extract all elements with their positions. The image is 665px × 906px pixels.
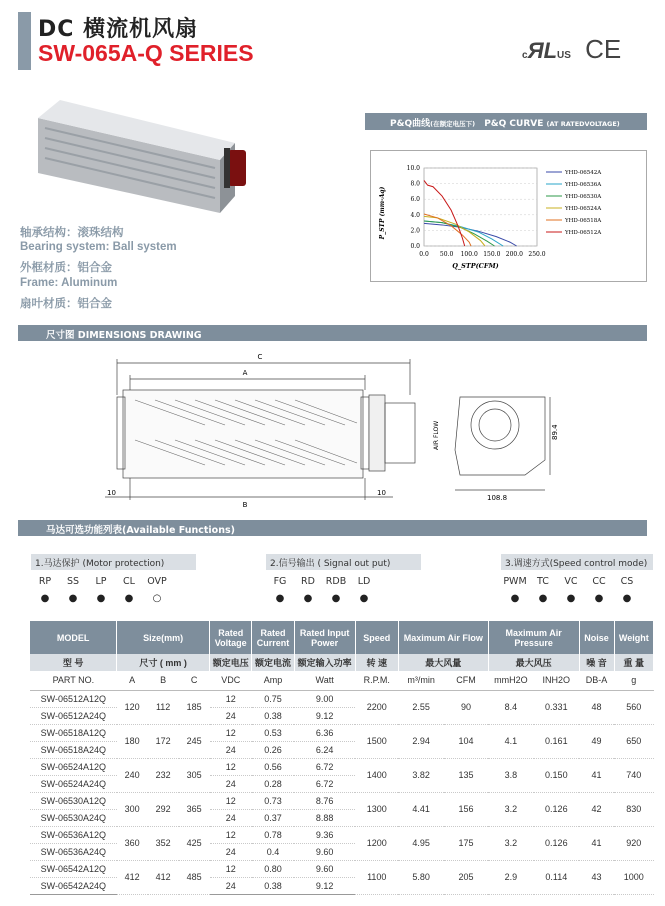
power-cell: 6.36 — [294, 724, 355, 741]
col-power-cn: 额定输入功率 — [294, 654, 355, 671]
unit-cell: mmH2O — [488, 671, 533, 690]
legend-label: YHD-06518A — [565, 218, 602, 224]
current-cell: 0.4 — [252, 843, 294, 860]
function-mark: ● — [622, 593, 632, 604]
weight-cell: 830 — [614, 792, 653, 826]
function-mark: ● — [359, 593, 369, 604]
pq-title-cn-note: (在额定电压下) — [430, 120, 476, 128]
airflow-cfm-cell: 205 — [444, 860, 488, 894]
dim-width: 108.8 — [487, 494, 508, 502]
size-b-cell: 112 — [148, 690, 179, 724]
part-number-cell: SW-06512A12Q — [30, 690, 117, 707]
pressure-in-cell: 0.114 — [534, 860, 579, 894]
current-cell: 0.56 — [252, 758, 294, 775]
function-mark: ● — [96, 593, 106, 604]
size-b-cell: 232 — [148, 758, 179, 792]
unit-cell: INH2O — [534, 671, 579, 690]
y-tick-label: 6.0 — [410, 196, 420, 204]
speed-cell: 1400 — [355, 758, 398, 792]
legend-label: YHD-06542A — [565, 170, 602, 176]
function-label: RDB — [325, 576, 347, 587]
voltage-cell: 24 — [210, 843, 252, 860]
speed-cell: 1500 — [355, 724, 398, 758]
title-accent-bar — [18, 12, 31, 70]
speed-cell: 2200 — [355, 690, 398, 724]
power-cell: 9.12 — [294, 707, 355, 724]
certification-logos — [522, 34, 621, 65]
y-axis-label: P_STP (mm-Aq) — [379, 186, 386, 240]
col-noise-cn: 噪 音 — [579, 654, 614, 671]
col-current: Rated Current — [252, 621, 294, 654]
part-number-cell: SW-06518A24Q — [30, 741, 117, 758]
function-mark: ● — [303, 593, 313, 604]
current-cell: 0.37 — [252, 809, 294, 826]
weight-cell: 1000 — [614, 860, 653, 894]
size-a-cell: 120 — [117, 690, 148, 724]
pressure-mm-cell: 3.2 — [488, 792, 533, 826]
part-number-cell: SW-06518A12Q — [30, 724, 117, 741]
current-cell: 0.53 — [252, 724, 294, 741]
voltage-cell: 24 — [210, 809, 252, 826]
airflow-m3-cell: 2.55 — [398, 690, 443, 724]
ur-logo: ЯL — [527, 38, 558, 63]
size-b-cell: 352 — [148, 826, 179, 860]
airflow-label: AIR FLOW — [433, 420, 440, 450]
size-a-cell: 240 — [117, 758, 148, 792]
speed-cell: 1300 — [355, 792, 398, 826]
part-number-cell: SW-06530A12Q — [30, 792, 117, 809]
function-mark: ● — [566, 593, 576, 604]
power-cell: 6.72 — [294, 775, 355, 792]
x-tick-label: 200.0 — [505, 251, 523, 258]
size-c-cell: 305 — [179, 758, 210, 792]
pressure-in-cell: 0.126 — [534, 792, 579, 826]
function-label: LD — [357, 576, 371, 587]
function-label: VC — [564, 576, 578, 587]
power-cell: 8.88 — [294, 809, 355, 826]
power-cell: 6.72 — [294, 758, 355, 775]
pq-chart — [370, 150, 647, 282]
airflow-m3-cell: 5.80 — [398, 860, 443, 894]
dim-right-10: 10 — [377, 489, 386, 497]
y-tick-label: 4.0 — [410, 211, 420, 219]
weight-cell: 920 — [614, 826, 653, 860]
power-cell: 8.76 — [294, 792, 355, 809]
function-labels — [501, 576, 653, 587]
col-speed-cn: 转 速 — [355, 654, 398, 671]
col-model: MODEL — [30, 621, 117, 654]
function-label: OVP — [147, 576, 167, 587]
series-line — [424, 223, 517, 246]
col-voltage-cn: 额定电压 — [210, 654, 252, 671]
pq-title-cn: P&Q曲线 — [390, 119, 431, 129]
part-number-cell: SW-06512A24Q — [30, 707, 117, 724]
y-tick-label: 0.0 — [410, 243, 420, 250]
size-c-cell: 485 — [179, 860, 210, 894]
function-group-speed — [501, 554, 653, 604]
airflow-m3-cell: 4.95 — [398, 826, 443, 860]
current-cell: 0.26 — [252, 741, 294, 758]
table-row — [30, 826, 654, 843]
col-airflow-cn: 最大风量 — [398, 654, 488, 671]
function-mark: ○ — [152, 593, 162, 604]
voltage-cell: 12 — [210, 860, 252, 877]
unit-cell: DB-A — [579, 671, 614, 690]
col-airflow: Maximum Air Flow — [398, 621, 488, 654]
dimension-drawing — [95, 345, 575, 510]
power-cell: 6.24 — [294, 741, 355, 758]
spec-blade-cn: 扇叶材质：铝合金 — [20, 298, 112, 310]
function-marks — [31, 593, 196, 604]
function-marks — [266, 593, 421, 604]
airflow-cfm-cell: 135 — [444, 758, 488, 792]
function-mark: ● — [275, 593, 285, 604]
pressure-mm-cell: 3.8 — [488, 758, 533, 792]
size-a-cell: 180 — [117, 724, 148, 758]
pressure-mm-cell: 2.9 — [488, 860, 533, 894]
function-label: LP — [95, 576, 107, 587]
voltage-cell: 12 — [210, 724, 252, 741]
series-line — [424, 214, 471, 246]
noise-cell: 42 — [579, 792, 614, 826]
part-number-cell: SW-06542A12Q — [30, 860, 117, 877]
noise-cell: 49 — [579, 724, 614, 758]
current-cell: 0.78 — [252, 826, 294, 843]
table-row — [30, 758, 654, 775]
units-row — [30, 671, 654, 690]
voltage-cell: 24 — [210, 741, 252, 758]
legend-label: YHD-06536A — [565, 182, 602, 188]
legend-label: YHD-06524A — [565, 206, 602, 212]
current-cell: 0.28 — [252, 775, 294, 792]
table-header-cn-row — [30, 654, 654, 671]
product-photo — [30, 88, 250, 220]
voltage-cell: 24 — [210, 707, 252, 724]
unit-cell: B — [148, 671, 179, 690]
unit-cell: C — [179, 671, 210, 690]
dim-b-label: B — [242, 501, 248, 509]
x-tick-label: 250.0 — [528, 251, 546, 258]
dimensions-section-header: 尺寸图 DIMENSIONS DRAWING — [18, 325, 647, 341]
airflow-m3-cell: 2.94 — [398, 724, 443, 758]
airflow-cfm-cell: 156 — [444, 792, 488, 826]
weight-cell: 740 — [614, 758, 653, 792]
y-tick-label: 10.0 — [406, 165, 420, 172]
spec-bearing-cn: 轴承结构：滚珠结构 — [20, 227, 124, 239]
voltage-cell: 12 — [210, 758, 252, 775]
function-label: FG — [273, 576, 287, 587]
unit-cell: A — [117, 671, 148, 690]
function-label: RD — [301, 576, 315, 587]
size-c-cell: 425 — [179, 826, 210, 860]
col-size: Size(mm) — [117, 621, 210, 654]
function-mark: ● — [594, 593, 604, 604]
size-b-cell: 172 — [148, 724, 179, 758]
function-mark: ● — [538, 593, 548, 604]
noise-cell: 41 — [579, 826, 614, 860]
pq-title-en: P&Q CURVE — [484, 119, 544, 129]
voltage-cell: 12 — [210, 792, 252, 809]
power-cell: 9.36 — [294, 826, 355, 843]
function-mark: ● — [68, 593, 78, 604]
unit-cell: Watt — [294, 671, 355, 690]
function-label: TC — [537, 576, 549, 587]
unit-cell: Amp — [252, 671, 294, 690]
col-model-cn: 型 号 — [30, 654, 117, 671]
pq-curve-header — [365, 113, 647, 130]
airflow-cfm-cell: 175 — [444, 826, 488, 860]
airflow-cfm-cell: 90 — [444, 690, 488, 724]
current-cell: 0.75 — [252, 690, 294, 707]
x-tick-label: 150.0 — [483, 251, 501, 258]
col-weight: Weight — [614, 621, 653, 654]
ce-logo: CE — [585, 34, 622, 64]
ur-us-mark: US — [557, 50, 571, 61]
unit-cell: CFM — [444, 671, 488, 690]
ur-c-mark: c — [522, 50, 528, 61]
power-cell: 9.12 — [294, 877, 355, 894]
power-cell: 9.60 — [294, 860, 355, 877]
weight-cell: 650 — [614, 724, 653, 758]
noise-cell: 48 — [579, 690, 614, 724]
power-cell: 9.60 — [294, 843, 355, 860]
part-number-cell: SW-06542A24Q — [30, 877, 117, 894]
part-number-cell: SW-06524A12Q — [30, 758, 117, 775]
title-cn: DC 横流机风扇 — [38, 17, 199, 42]
size-a-cell: 360 — [117, 826, 148, 860]
power-cell: 9.00 — [294, 690, 355, 707]
series-title: SW-065A-Q SERIES — [38, 40, 254, 66]
airflow-m3-cell: 4.41 — [398, 792, 443, 826]
voltage-cell: 24 — [210, 877, 252, 894]
x-axis-label: Q_STP(CFM) — [452, 262, 499, 270]
unit-cell: VDC — [210, 671, 252, 690]
voltage-cell: 12 — [210, 690, 252, 707]
series-line — [424, 180, 465, 246]
legend-label: YHD-06530A — [565, 194, 602, 200]
col-pressure-cn: 最大风压 — [488, 654, 579, 671]
size-a-cell: 412 — [117, 860, 148, 894]
table-row — [30, 860, 654, 877]
col-noise: Noise — [579, 621, 614, 654]
size-c-cell: 365 — [179, 792, 210, 826]
size-a-cell: 300 — [117, 792, 148, 826]
function-label: PWM — [503, 576, 527, 587]
plot-area — [424, 168, 537, 246]
function-label: CC — [592, 576, 606, 587]
pressure-in-cell: 0.150 — [534, 758, 579, 792]
function-label: SS — [66, 576, 80, 587]
function-group-signal — [266, 554, 421, 604]
dim-a-label: A — [242, 369, 248, 377]
col-power: Rated Input Power — [294, 621, 355, 654]
y-tick-label: 2.0 — [410, 227, 420, 235]
col-weight-cn: 重 量 — [614, 654, 653, 671]
function-labels — [266, 576, 421, 587]
size-b-cell: 412 — [148, 860, 179, 894]
voltage-cell: 12 — [210, 826, 252, 843]
table-row — [30, 690, 654, 707]
col-pressure: Maximum Air Pressure — [488, 621, 579, 654]
function-group-title: 2.信号输出 ( Signal out put) — [266, 554, 421, 570]
size-c-cell: 245 — [179, 724, 210, 758]
function-mark: ● — [40, 593, 50, 604]
function-labels — [31, 576, 196, 587]
table-row — [30, 792, 654, 809]
function-mark: ● — [331, 593, 341, 604]
dim-left-10: 10 — [107, 489, 116, 497]
functions-section-header: 马达可选功能列表(Available Functions) — [18, 520, 647, 536]
unit-cell: m³/min — [398, 671, 443, 690]
current-cell: 0.38 — [252, 707, 294, 724]
airflow-cfm-cell: 104 — [444, 724, 488, 758]
dim-height: 89.4 — [551, 424, 559, 440]
y-tick-label: 8.0 — [410, 180, 420, 188]
airflow-m3-cell: 3.82 — [398, 758, 443, 792]
spec-table-body — [30, 671, 654, 894]
x-tick-label: 100.0 — [460, 251, 478, 258]
function-mark: ● — [124, 593, 134, 604]
size-c-cell: 185 — [179, 690, 210, 724]
function-group-title: 3.调速方式(Speed control mode) — [501, 554, 653, 570]
voltage-cell: 24 — [210, 775, 252, 792]
unit-cell: PART NO. — [30, 671, 117, 690]
weight-cell: 560 — [614, 690, 653, 724]
spec-frame-cn: 外框材质：铝合金 — [20, 262, 112, 274]
spec-table — [30, 621, 654, 895]
function-group-title: 1.马达保护 (Motor protection) — [31, 554, 196, 570]
col-size-cn: 尺寸 ( mm ) — [117, 654, 210, 671]
unit-cell: R.P.M. — [355, 671, 398, 690]
spec-frame-en: Frame: Aluminum — [20, 277, 118, 289]
current-cell: 0.38 — [252, 877, 294, 894]
pressure-mm-cell: 8.4 — [488, 690, 533, 724]
x-tick-label: 0.0 — [419, 251, 429, 258]
noise-cell: 43 — [579, 860, 614, 894]
col-voltage: Rated Voltage — [210, 621, 252, 654]
pressure-in-cell: 0.161 — [534, 724, 579, 758]
part-number-cell: SW-06530A24Q — [30, 809, 117, 826]
function-label: CL — [123, 576, 135, 587]
size-b-cell: 292 — [148, 792, 179, 826]
table-row — [30, 724, 654, 741]
part-number-cell: SW-06536A24Q — [30, 843, 117, 860]
part-number-cell: SW-06536A12Q — [30, 826, 117, 843]
pressure-mm-cell: 4.1 — [488, 724, 533, 758]
pressure-in-cell: 0.126 — [534, 826, 579, 860]
x-tick-label: 50.0 — [439, 251, 454, 258]
current-cell: 0.80 — [252, 860, 294, 877]
function-marks — [501, 593, 653, 604]
spec-bearing-en: Bearing system: Ball system — [20, 241, 177, 253]
unit-cell: g — [614, 671, 653, 690]
pq-title-en-note: (AT RATEDVOLTAGE) — [546, 120, 620, 128]
dim-c-label: C — [257, 353, 263, 361]
noise-cell: 41 — [579, 758, 614, 792]
function-mark: ● — [510, 593, 520, 604]
pressure-in-cell: 0.331 — [534, 690, 579, 724]
current-cell: 0.73 — [252, 792, 294, 809]
speed-cell: 1100 — [355, 860, 398, 894]
function-group-protection — [31, 554, 196, 604]
function-label: CS — [620, 576, 634, 587]
table-header-row — [30, 621, 654, 654]
pressure-mm-cell: 3.2 — [488, 826, 533, 860]
part-number-cell: SW-06524A24Q — [30, 775, 117, 792]
legend-label: YHD-06512A — [565, 230, 602, 236]
function-label: RP — [38, 576, 52, 587]
col-current-cn: 额定电流 — [252, 654, 294, 671]
speed-cell: 1200 — [355, 826, 398, 860]
col-speed: Speed — [355, 621, 398, 654]
